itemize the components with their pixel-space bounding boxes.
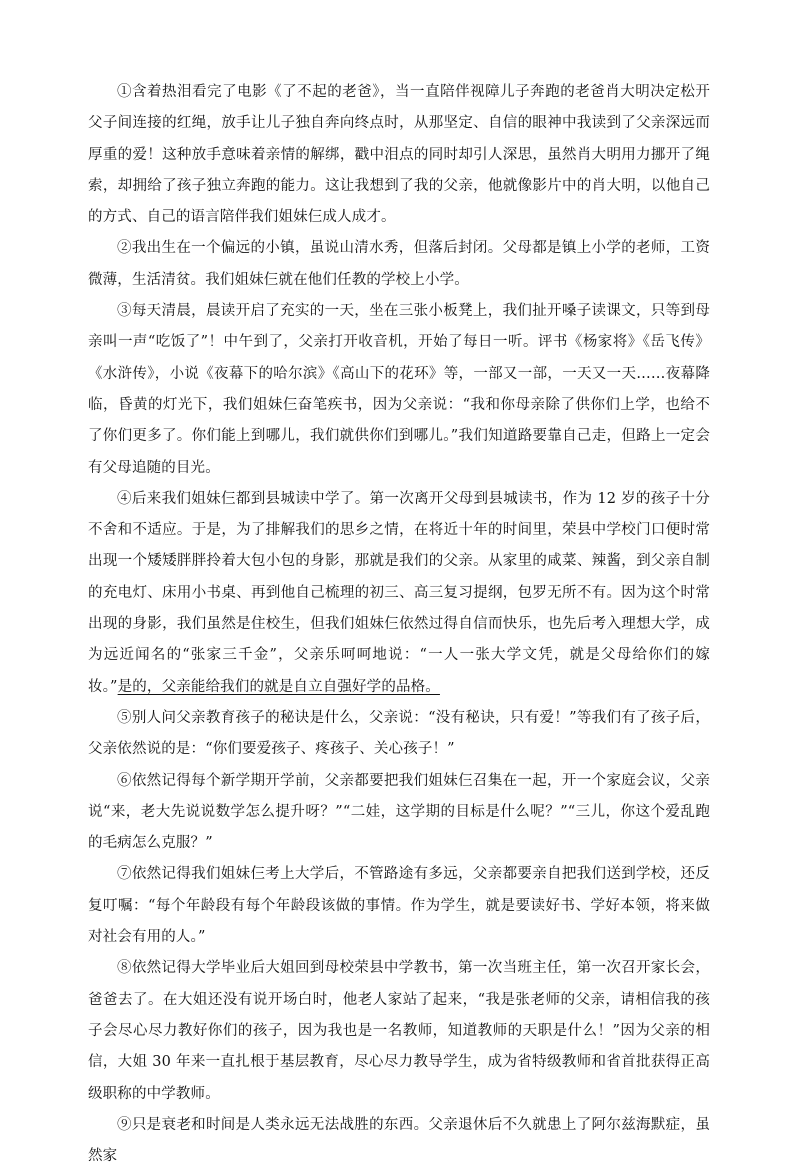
paragraph-1: ①含着热泪看完了电影《了不起的老爸》，当一直陪伴视障儿子奔跑的老爸肖大明决定松开父子间连接的红绳，放手让儿子独自奔向终点时，从那坚定、自信的眼神中我读到了父亲深远而厚重的爱！这种放手意味着亲情的解绑，戳中泪点的同时却引人深思，虽然肖大明用力挪开了绳索，却拥给了孩子独立奔跑的能力。这让我想到了我的父亲，他就像影片中的肖大明，以他自己的方式、自己的语言陪伴我们姐妹仨成人成才。: [88, 84, 710, 226]
paragraph-3: ③每天清晨，晨读开启了充实的一天，坐在三张小板凳上，我们扯开嗓子读课文，只等到母亲叫一声“吃饭了”！中午到了，父亲打开收音机，开始了每日一听。评书《杨家将》《岳飞传》《水浒传》，小说《夜幕下的哈尔滨》《高山下的花环》等，一部又一部，一天又一天……夜幕降临，昏黄的灯光下，我们姐妹仨奋笔疾书，因为父亲说：“我和你母亲除了供你们上学，也给不了你们更多了。你们能上到哪儿，我们就供你们到哪儿。”我们知道路要靠自己走，但路上一定会有父母追随的目光。: [88, 303, 710, 476]
paragraph-6: ⑥依然记得每个新学期开学前，父亲都要把我们姐妹仨召集在一起，开一个家庭会议，父亲说“来，老大先说说数学怎么提升呀？”“二娃，这学期的目标是什么呢？”“三儿，你这个爱乱跑的毛病怎么克服？”: [88, 772, 710, 852]
paragraph-9: ⑨只是衰老和时间是人类永远无法战胜的东西。父亲退休后不久就患上了阿尔兹海默症，虽然家: [88, 1116, 710, 1165]
paragraph-4-text: ④后来我们姐妹仨都到县城读中学了。第一次离开父母到县城读书，作为 12 岁的孩子十分不舍和不适应。于是，为了排解我们的思乡之情，在将近十年的时间里，荣县中学校门口便时常出现一个矮矮胖胖拎着大包小包的身影，那就是我们的父亲。从家里的咸菜、辣酱，到父亲自制的充电灯、床用小书桌、再到他自己梳理的初三、高三复习提纲，包罗无所不有。因为这个时常出现的身影，我们虽然是住校生，但我们姐妹仨依然过得自信而快乐，也先后考入理想大学，成为远近闻名的“张家三千金”，父亲乐呵呵地说：“一人一张大学文凭，就是父母给你们的嫁妆。”: [88, 490, 710, 695]
paragraph-5: ⑤别人问父亲教育孩子的秘诀是什么，父亲说：“没有秘诀，只有爱！”等我们有了孩子后，父亲依然说的是：“你们要爱孩子、疼孩子、关心孩子！”: [88, 709, 710, 758]
paragraph-4: [88, 484, 710, 703]
paragraph-7: ⑦依然记得我们姐妹仨考上大学后，不管路途有多远，父亲都要亲自把我们送到学校，还反复叮嘱：“每个年龄段有每个年龄段该做的事情。作为学生，就是要读好书、学好本领，将来做对社会有用的人。”: [88, 866, 710, 946]
article-body: [88, 77, 710, 1172]
paragraph-2: ②我出生在一个偏远的小镇，虽说山清水秀，但落后封闭。父母都是镇上小学的老师，工资微薄，生活清贫。我们姐妹仨就在他们任教的学校上小学。: [88, 240, 710, 288]
paragraph-8: ⑧依然记得大学毕业后大姐回到母校荣县中学教书，第一次当班主任，第一次召开家长会，爸爸去了。在大姐还没有说开场白时，他老人家站了起来，“我是张老师的父亲，请相信我的孩子会尽心尽力教好你们的孩子，因为我也是一名教师，知道教师的天职是什么！”因为父亲的相信，大姐 30 年来一直扎根于基层教育，尽心尽力教导学生，成为省特级教师和省首批获得正高级职称的中学教师。: [88, 960, 710, 1102]
underlined-sentence: 是的，父亲能给我们的就是自立自强好学的品格。: [117, 678, 440, 695]
